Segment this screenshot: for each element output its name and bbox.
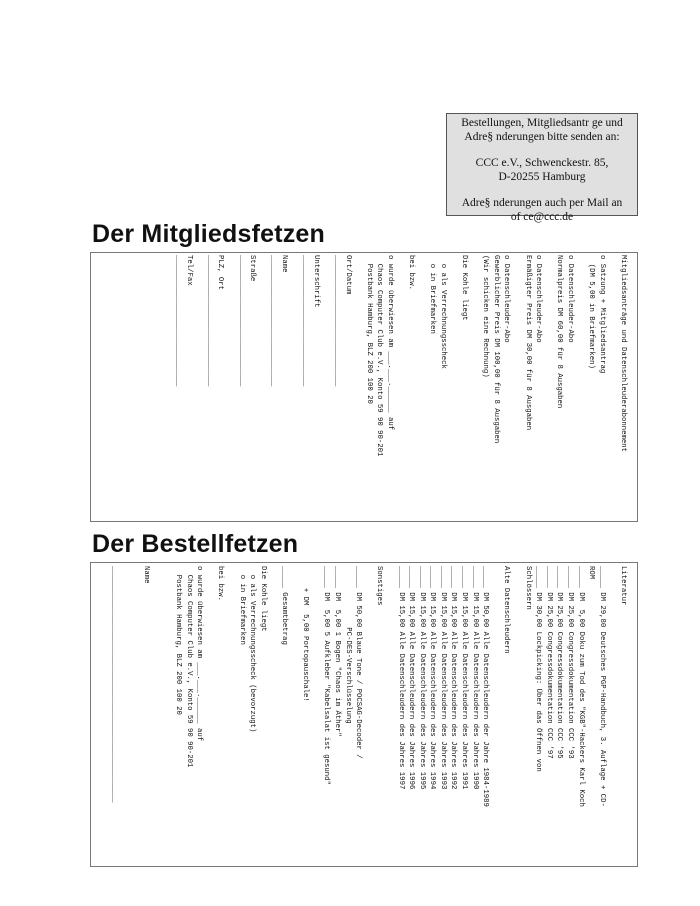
form-line: o als Verrechnungsscheck (bevorzugt) [248, 566, 257, 733]
form-line [257, 255, 268, 456]
contact-info-box [446, 113, 638, 223]
form-line: _____ DM 25,00 Congressdokumentation CCC '97 [544, 566, 553, 759]
form-line: Sonstiges [375, 566, 384, 606]
form-line: Name [280, 255, 288, 273]
bestellfetzen-text [109, 566, 628, 807]
form-line: ______________________________ [174, 255, 183, 387]
form-line [130, 566, 141, 807]
form-line [490, 566, 501, 807]
form-line: o Datenschleuder-Abo [502, 255, 511, 343]
form-line [416, 255, 427, 456]
form-line [511, 566, 522, 807]
form-line: bei bzw. [216, 566, 225, 602]
contact-address-line: CCC e.V., Schwenckestr. 85, [475, 157, 609, 169]
contact-email: of ce@ccc.de [510, 210, 574, 223]
contact-line-1: Bestellungen, Mitgliedsantr ge und [461, 117, 623, 129]
form-line [363, 566, 374, 807]
form-line: _____ DM 30,00 Lockpicking: Über das Öffnen von [534, 566, 543, 772]
bestellfetzen-heading: Der Bestellfetzen [92, 530, 299, 558]
form-line: _____ DM 15,00 Alle Datenschleudern des Jahres 1996 [407, 566, 416, 790]
form-line: _____ DM 25,00 Congressdokumentation CCC '95 [555, 566, 564, 759]
form-line: Die Kohle liegt [258, 566, 267, 632]
form-line [310, 566, 321, 807]
form-line: ______________________________ [269, 255, 278, 387]
form-line: ______________________________ [301, 255, 310, 387]
form-line [268, 566, 279, 807]
form-line: Straße [248, 255, 257, 282]
mitgliedsfetzen-heading: Der Mitgliedsfetzen [92, 220, 325, 248]
form-line: Ort/Datum [343, 255, 352, 295]
form-line: Die Kohle liegt [460, 255, 469, 321]
form-line: Ermäßigter Preis DM 30,00 für 8 Ausgaben [523, 255, 532, 431]
form-line [120, 566, 131, 807]
form-line: o wurde überwiesen am ___.___.______ auf [385, 255, 394, 431]
form-line: _____ DM 5,00 5 Aufkleber "Kabelsalat ist gesund" [322, 566, 331, 785]
form-line [151, 566, 162, 807]
form-line: (DM 5,00 in Briefmarken) [587, 255, 596, 369]
form-line: PC-DES-Verschlüsselung [343, 566, 352, 724]
form-line: _____ DM 50,00 Blaue Tone / POCSAG-Decoder / [354, 566, 363, 759]
form-line: _____ DM 25,00 Congressdokumentation CCC '93 [566, 566, 575, 759]
form-line: _____ DM 29,80 Deutsches PGP-Handbuch, 3. Auflage + CD- [597, 566, 606, 807]
form-line: o wurde überwiesen am ___.___.______ auf [195, 566, 204, 742]
form-line [353, 255, 364, 456]
form-line [469, 255, 480, 456]
form-line: o Datenschleuder-Abo [534, 255, 543, 343]
form-line [543, 255, 554, 456]
form-line: Chaos Computer Club e.V., Konto 59 90 90-201 [184, 566, 193, 768]
form-line: ______________________________________________________ [110, 566, 119, 803]
bestellfetzen-form [90, 562, 638, 867]
form-line [384, 566, 395, 807]
form-line: Chaos Computer Club e.V., Konto 59 90 90-201 [375, 255, 384, 457]
form-line: o Datenschleuder-Abo [566, 255, 575, 343]
form-line [321, 255, 332, 456]
contact-line-2: Adre§ nderungen bitte senden an: [464, 130, 620, 143]
contact-city-line: D-20255 Hamburg [498, 170, 586, 183]
form-line [289, 255, 300, 456]
form-line: _____ DM 5,00 Doku zum Tod des "KGB"-Hackers Karl Koch [576, 566, 585, 807]
form-line: _____ Gesamtbetrag [280, 566, 288, 645]
form-line: Gewerblicher Preis DM 100,00 für 8 Ausgaben [491, 255, 500, 444]
form-line [607, 566, 618, 807]
form-line: o als Verrechnungsscheck [438, 255, 447, 369]
form-line: _____ DM 15,00 Alle Datenschleudern des Jahres 1993 [438, 566, 447, 790]
form-line: Postbank Hamburg, BLZ 200 100 20 [174, 566, 183, 715]
form-line [225, 255, 236, 456]
form-line: o in Briefmarken [428, 255, 437, 334]
form-line: _____ DM 5,00 1 Bogen "Chaos im Äther" [332, 566, 341, 737]
form-line: Mitgliedsanträge und Datenschleuderabonnement [619, 255, 627, 453]
form-line: PLZ, Ort [216, 255, 225, 291]
form-line: Postbank Hamburg, BLZ 200 100 20 [364, 255, 373, 404]
form-line: _____ DM 15,00 Alle Datenschleudern des Jahres 1991 [460, 566, 469, 790]
form-line [204, 566, 215, 807]
form-line: Schlössern [523, 566, 532, 610]
mitgliedsfetzen-text [172, 255, 628, 456]
form-line [448, 255, 459, 456]
form-line: _____ DM 15,00 Alle Datenschleudern des Jahres 1995 [417, 566, 426, 790]
form-line: ______________________________ [237, 255, 246, 387]
form-line: Tel/Fax [184, 255, 193, 286]
form-line [162, 566, 173, 807]
mitgliedsfetzen-form [90, 252, 638, 522]
form-line: Unterschrift [311, 255, 320, 308]
contact-mail-line: Adre§ nderungen auch per Mail an [461, 197, 623, 209]
form-line: + DM 5,00 Portopauschale! [301, 566, 310, 702]
form-line: _____ DM 15,00 Alle Datenschleudern des Jahres 1990 [470, 566, 479, 790]
form-line: Literatur [619, 566, 627, 606]
form-line: Name [142, 566, 151, 584]
form-line: _____ DM 15,00 Alle Datenschleudern des Jahres 1994 [428, 566, 437, 790]
form-line [194, 255, 205, 456]
form-line [225, 566, 236, 807]
form-line [395, 255, 406, 456]
form-line: _____ DM 50,00 Alle Datenschleudern der Jahre 1984-1989 [481, 566, 490, 807]
form-line: ROM [587, 566, 596, 580]
form-line: o Satzung + Mitgliedsantrag [597, 255, 606, 374]
form-line: _____ DM 15,00 Alle Datenschleudern des Jahres 1992 [449, 566, 458, 790]
form-line [289, 566, 300, 807]
form-line: (Wir schicken eine Rechnung) [481, 255, 490, 378]
form-line: o in Briefmarken [237, 566, 246, 645]
form-line [575, 255, 586, 456]
form-line: Alte Datenschleudern [502, 566, 511, 654]
form-line: ______________________________ [205, 255, 214, 387]
form-line: bei bzw. [407, 255, 416, 291]
form-line [607, 255, 618, 456]
form-line: _____ DM 15,00 Alle Datenschleudern des Jahres 1997 [396, 566, 405, 790]
form-line: ______________________________ [332, 255, 341, 387]
form-line [511, 255, 522, 456]
form-line: Normalpreis DM 60,00 für 8 Ausgaben [555, 255, 564, 409]
